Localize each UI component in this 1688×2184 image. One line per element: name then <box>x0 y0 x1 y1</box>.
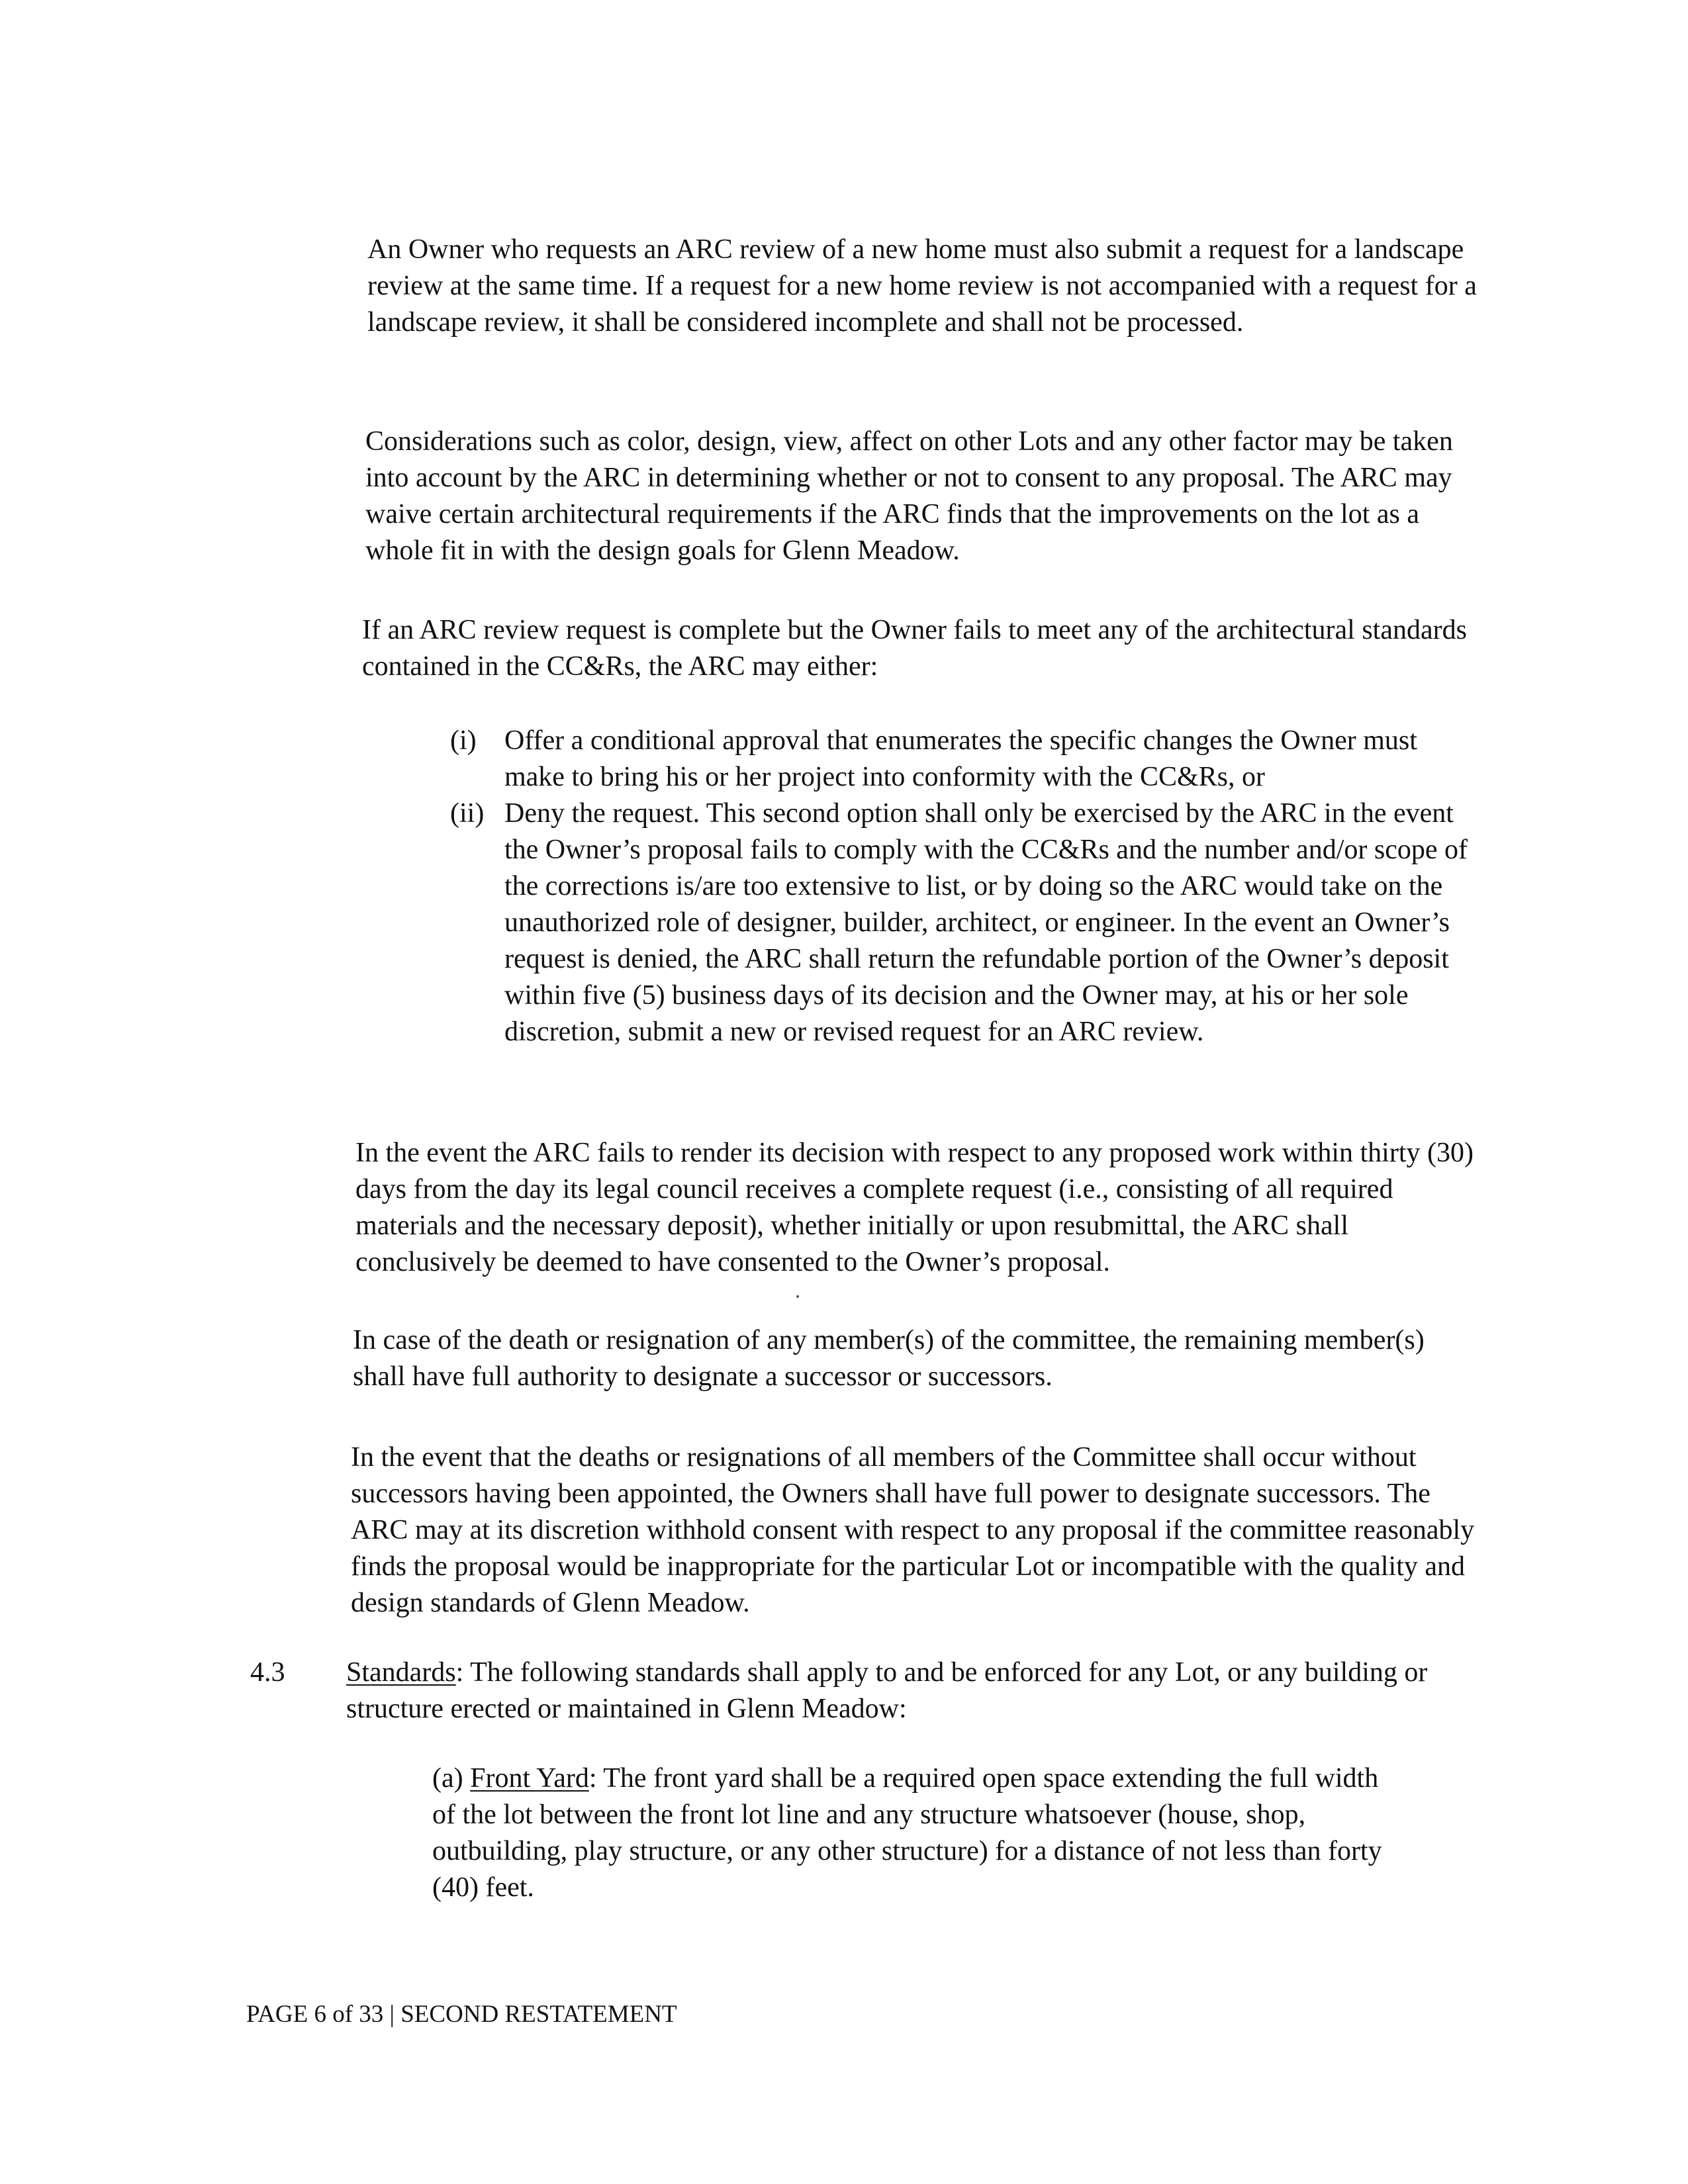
option-text: Deny the request. This second option shall only be exercised by the ARC in the event the Owner’s proposal fails to comply with the CC&Rs and the number and/or scope of the corrections is/are too extensive to list, or by doing so the ARC would take on the unauthorized role of designer, builder, architect, or engineer. In the event an Owner’s request is denied, the ARC shall return the refundable portion of the Owner’s deposit within five (5) business days of its decision and the Owner may, at his or her sole discretion, submit a new or revised request for an ARC review. <box>504 798 1468 1047</box>
paragraph-considerations: Considerations such as color, design, view, affect on other Lots and any other factor may be taken into account by the ARC in determining whether or not to consent to any proposal. The ARC may waive certain architectural requirements if the ARC finds that the improvements on the lot as a whole fit in with the design goals for Glenn Meadow. <box>365 426 1453 566</box>
page-footer: PAGE 6 of 33 | SECOND RESTATEMENT <box>246 2001 677 2028</box>
subsection-marker: (a) <box>432 1763 471 1794</box>
scan-speck <box>796 1295 799 1298</box>
paragraph-incomplete-standards: If an ARC review request is complete but the Owner fails to meet any of the architectural standards contained in the CC&Rs, the ARC may either: <box>362 615 1467 682</box>
section-number: 4.3 <box>250 1657 285 1688</box>
section-text: : The following standards shall apply to and be enforced for any Lot, or any building or structure erected or maintained in Glenn Meadow: <box>346 1657 1428 1724</box>
paragraph-landscape-review: An Owner who requests an ARC review of a new home must also submit a request for a landscape review at the same time. If a request for a new home review is not accompanied with a request for a landscape review, it shall be considered incomplete and shall not be processed. <box>367 234 1477 338</box>
paragraph-member-succession: In case of the death or resignation of any member(s) of the committee, the remaining member(s) shall have full authority to designate a successor or successors. <box>353 1325 1425 1392</box>
subsection-front-yard <box>432 1760 1392 1906</box>
option-deny-request <box>450 796 1484 1050</box>
option-marker: (i) <box>450 725 477 756</box>
option-marker: (ii) <box>450 798 485 829</box>
option-conditional-approval <box>450 723 1477 796</box>
option-text: Offer a conditional approval that enumerates the specific changes the Owner must make to bring his or her project into conformity with the CC&Rs, or <box>504 725 1417 792</box>
paragraph-all-members-vacant: In the event that the deaths or resignations of all members of the Committee shall occur without successors having been appointed, the Owners shall have full power to designate successors. The ARC may at its discretion withhold consent with respect to any proposal if the committee reasonably finds the proposal would be inappropriate for the particular Lot or incompatible with the quality and design standards of Glenn Meadow. <box>351 1442 1475 1618</box>
subsection-heading: Front Yard <box>470 1763 589 1794</box>
section-heading: Standards <box>346 1657 456 1688</box>
paragraph-deemed-consent: In the event the ARC fails to render its decision with respect to any proposed work within thirty (30) days from the day its legal council receives a complete request (i.e., consisting of all required materials and the necessary deposit), whether initially or upon resubmittal, the ARC shall conclusively be deemed to have consented to the Owner’s proposal. <box>355 1138 1474 1277</box>
section-standards <box>346 1655 1491 1727</box>
subsection-text: : The front yard shall be a required open space extending the full width of the lot between the front lot line and any structure whatsoever (house, shop, outbuilding, play structure, or any other structure) for a distance of not less than forty (40) feet. <box>432 1763 1382 1903</box>
